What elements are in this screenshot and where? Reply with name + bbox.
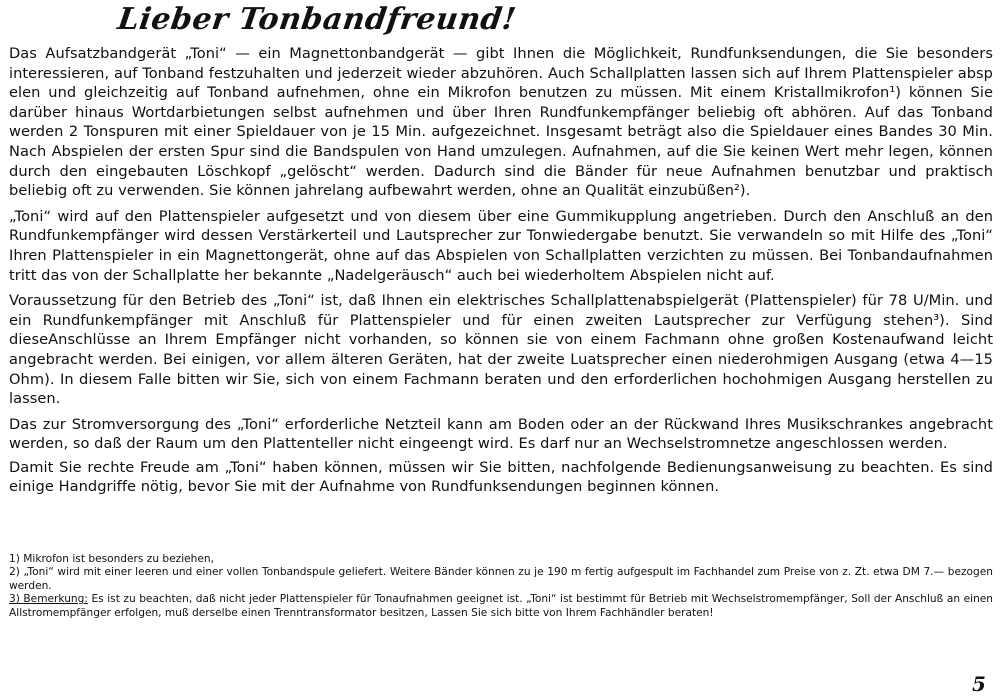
footnotes (9, 553, 993, 620)
paragraph-intro: Das Aufsatzbandgerät „Toni“ — ein Magnettonbandgerät — gibt Ihnen die Möglichkeit, Rundfunksendungen, die Sie besonders interessieren, auf Tonband festzuhalten und jederzeit wieder abzuhören. Auch Schallplatten lassen sich auf Ihrem Plattenspieler absp elen und gleichzeitig auf Tonband aufnehmen, ohne ein Mikrofon benutzen zu müssen. Mit einem Kristallmikrofon¹) können Sie darüber hinaus Wortdarbietungen selbst aufnehmen und über Ihren Rundfunkempfänger beliebig oft abhören. Auf das Tonband werden 2 Tonspuren mit einer Spieldauer von je 15 Min. aufgezeichnet. Insgesamt beträgt also die Spieldauer eines Bandes 30 Min. Nach Abspielen der ersten Spur sind die Bandspulen von Hand umzulegen. Aufnahmen, auf die Sie keinen Wert mehr legen, können durch den eingebauten Löschkopf „gelöscht“ werden. Dadurch sind die Bänder für neue Aufnahmen benutzbar und praktisch beliebig oft zu verwenden. Sie können jahrelang aufbewahrt werden, ohne an Qualität einzubüßen²). (9, 45, 993, 200)
page-number: 5 (972, 672, 986, 696)
footnote-3 (9, 593, 993, 620)
paragraph-power-supply: Das zur Stromversorgung des „Toni“ erforderliche Netzteil kann am Boden oder an der Rückwand Ihres Musikschrankes angebracht werden, so daß der Raum um den Plattenteller nicht eingeengt wird. Es darf nur an Wechselstromnetze angeschlossen werden. (9, 415, 993, 453)
body-text (9, 44, 993, 501)
footnote-3-text: Es ist zu beachten, daß nicht jeder Plattenspieler für Tonaufnahmen geeignet ist. „Toni“ ist bestimmt für Betrieb mit Wechselstromempfänger, Soll der Anschluß an einen Allstromempfänger erfolgen, muß derselbe einen Trenntransformator besitzen, Lassen Sie sich bitte von Ihrem Fachhändler beraten! (9, 593, 994, 619)
paragraph-closing: Damit Sie rechte Freude am „Toni“ haben können, müssen wir Sie bitten, nachfolgende Bedienungsanweisung zu beachten. Es sind einige Handgriffe nötig, bevor Sie mit der Aufnahme von Rundfunksendungen beginnen können. (9, 458, 993, 496)
paragraph-drive: „Toni“ wird auf den Plattenspieler aufgesetzt und von diesem über eine Gummikupplung angetrieben. Durch den Anschluß an den Rundfunkempfänger wird dessen Verstärkerteil und Lautsprecher zur Tonwiedergabe benutzt. Sie verwandeln so mit Hilfe des „Toni“ Ihren Plattenspieler in ein Magnettongerät, ohne auf das Abspielen von Schallplatten verzichten zu müssen. Bei Tonbandaufnahmen tritt das von der Schallplatte her bekannte „Nadelgeräusch“ auch bei wiederholtem Abspielen nicht auf. (9, 207, 993, 284)
page-title: Lieber Tonbandfreund! (115, 2, 519, 37)
footnote-1: 1) Mikrofon ist besonders zu beziehen, (9, 553, 215, 565)
footnote-3-label: 3) Bemerkung: (9, 593, 88, 606)
paragraph-requirements: Voraussetzung für den Betrieb des „Toni“ ist, daß Ihnen ein elektrisches Schallplattenabspielgerät (Plattenspieler) für 78 U/Min. und ein Rundfunkempfänger mit Anschluß für Plattenspieler und für einen zweiten Lautsprecher zur Verfügung stehen³). Sind dieseAnschlüsse an Ihrem Empfänger nicht vorhanden, so können sie von einem Fachmann ohne großen Kostenaufwand leicht angebracht werden. Bei einigen, vor allem älteren Geräten, hat der zweite Luatsprecher einen niederohmigen Ausgang (etwa 4—15 Ohm). In diesem Falle bitten wir Sie, sich von einem Fachmann beraten und den erforderlichen hochohmigen Ausgang herstellen zu lassen. (9, 292, 993, 408)
footnote-2: 2) „Toni“ wird mit einer leeren und einer vollen Tonbandspule geliefert. Weitere Bänder können zu je 190 m fertig aufgespult im Fachhandel zum Preise von z. Zt. etwa DM 7.— bezogen werden. (9, 566, 993, 592)
